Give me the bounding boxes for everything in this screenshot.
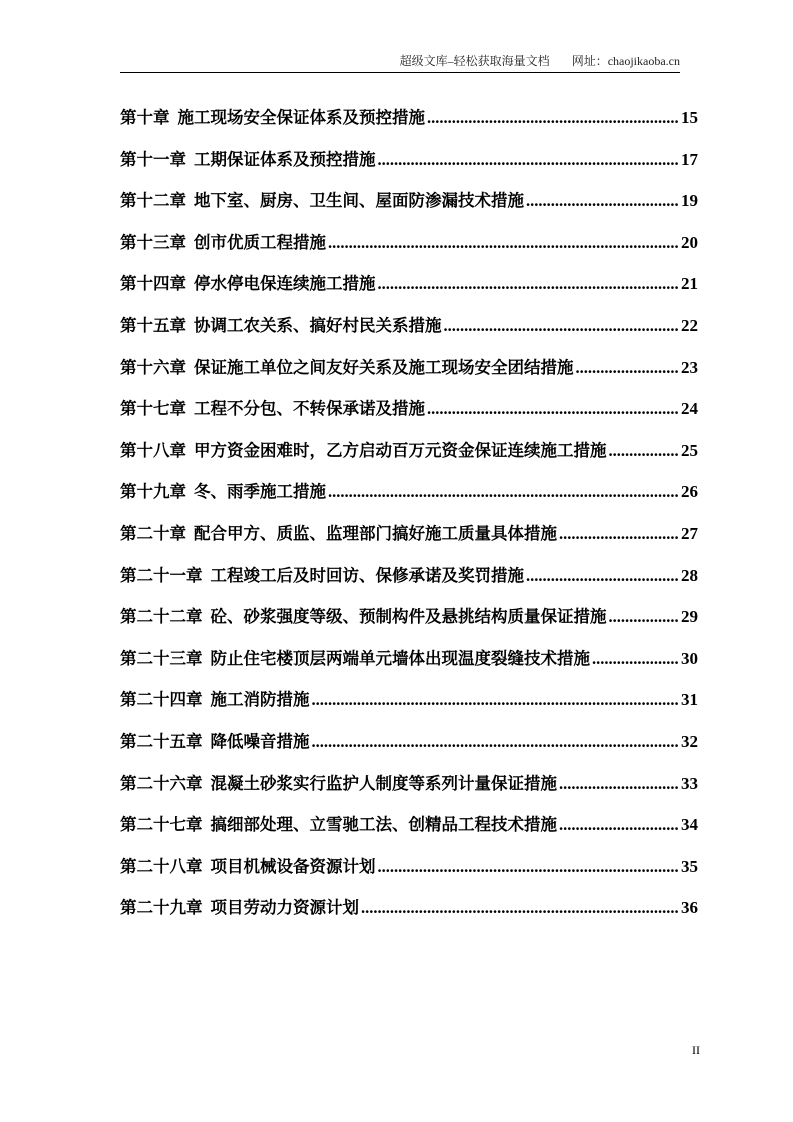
toc-leader-dots: [559, 815, 679, 835]
toc-leader-dots: [609, 607, 680, 627]
toc-title: 施工现场安全保证体系及预控措施: [177, 108, 425, 127]
toc-entry[interactable]: [120, 354, 698, 396]
toc-title: 搞细部处理、立雪驰工法、创精品工程技术措施: [210, 815, 557, 835]
toc-title: 创市优质工程措施: [194, 232, 326, 252]
toc-leader-dots: [559, 524, 679, 544]
toc-title: 配合甲方、质监、监理部门搞好施工质量具体措施: [194, 523, 557, 543]
toc-page-number: 22: [681, 315, 698, 335]
toc-title: 项目劳动力资源计划: [210, 898, 359, 918]
toc-chapter: 第十七章: [120, 399, 186, 419]
toc-page-number: 20: [681, 232, 698, 252]
toc-title: 保证施工单位之间友好关系及施工现场安全团结措施: [194, 357, 574, 377]
toc-page-number: 32: [681, 731, 698, 751]
toc-entry[interactable]: [120, 395, 698, 437]
toc-page-number: 36: [681, 898, 698, 918]
toc-entry[interactable]: [120, 853, 698, 895]
toc-chapter: 第二十四章: [120, 690, 203, 710]
toc-page-number: 33: [681, 773, 698, 793]
toc-chapter: 第二十七章: [120, 815, 203, 835]
toc-title: 降低噪音措施: [210, 731, 310, 751]
toc-page-number: 24: [681, 399, 698, 419]
toc-title: 甲方资金困难时，乙方启动百万元资金保证连续施工措施: [194, 440, 607, 460]
toc-entry[interactable]: [120, 562, 698, 604]
toc-leader-dots: [312, 690, 680, 710]
toc-entry[interactable]: [120, 894, 698, 936]
toc-chapter: 第十一章: [120, 149, 186, 169]
toc-leader-dots: [378, 274, 680, 294]
toc-title: 地下室、厨房、卫生间、屋面防渗漏技术措施: [194, 191, 524, 211]
toc-page-number: 30: [681, 648, 698, 668]
toc-title: 协调工农关系、搞好村民关系措施: [194, 315, 442, 335]
toc-title: 施工消防措施: [210, 690, 310, 710]
toc-page-number: 28: [681, 565, 698, 585]
toc-page-number: 34: [681, 815, 698, 835]
toc-title: 工程竣工后及时回访、保修承诺及奖罚措施: [210, 565, 524, 585]
toc-page-number: 31: [681, 690, 698, 710]
toc-chapter: 第二十章: [120, 523, 186, 543]
toc-entry[interactable]: [120, 728, 698, 770]
toc-entry[interactable]: [120, 270, 698, 312]
toc-chapter: 第二十八章: [120, 856, 203, 876]
toc-title: 项目机械设备资源计划: [210, 856, 376, 876]
toc-entry[interactable]: [120, 229, 698, 271]
toc-entry[interactable]: [120, 146, 698, 188]
toc-leader-dots: [526, 191, 679, 211]
toc-leader-dots: [427, 399, 679, 419]
toc-entry[interactable]: [120, 645, 698, 687]
toc-leader-dots: [444, 316, 680, 336]
toc-title: 工程不分包、不转保承诺及措施: [194, 399, 425, 419]
toc-entry[interactable]: [120, 478, 698, 520]
toc-chapter: 第十章: [120, 108, 170, 127]
toc-leader-dots: [378, 150, 680, 170]
toc-title: 防止住宅楼顶层两端单元墙体出现温度裂缝技术措施: [210, 648, 590, 668]
toc-chapter: 第二十五章: [120, 731, 203, 751]
toc-page-number: 29: [681, 607, 698, 627]
toc-title: 冬、雨季施工措施: [194, 482, 326, 502]
toc-page-number: 21: [681, 274, 698, 294]
toc-chapter: 第二十一章: [120, 565, 203, 585]
toc-chapter: 第十二章: [120, 191, 186, 211]
toc-chapter: 第二十三章: [120, 648, 203, 668]
toc-chapter: 第二十九章: [120, 898, 203, 918]
toc-entry[interactable]: [120, 686, 698, 728]
toc-leader-dots: [328, 482, 679, 502]
toc-page-number: 35: [681, 856, 698, 876]
toc-leader-dots: [576, 358, 680, 378]
page-number: II: [692, 1043, 700, 1057]
toc-leader-dots: [609, 441, 680, 461]
toc-page-number: 15: [681, 108, 698, 127]
toc-page-number: 17: [681, 149, 698, 169]
toc-chapter: 第十三章: [120, 232, 186, 252]
toc-chapter: 第十五章: [120, 315, 186, 335]
toc-leader-dots: [328, 233, 679, 253]
toc-entry[interactable]: [120, 187, 698, 229]
toc-entry[interactable]: [120, 312, 698, 354]
toc-chapter: 第二十二章: [120, 607, 203, 627]
toc-page-number: 25: [681, 440, 698, 460]
toc-chapter: 第十八章: [120, 440, 186, 460]
header-site-name: 超级文库–轻松获取海量文档: [399, 54, 550, 68]
toc-leader-dots: [378, 857, 680, 877]
toc-page-number: 27: [681, 523, 698, 543]
toc-entry[interactable]: [120, 603, 698, 645]
toc-chapter: 第十四章: [120, 274, 186, 294]
toc-chapter: 第十六章: [120, 357, 186, 377]
toc-leader-dots: [361, 898, 679, 918]
toc-page-number: 26: [681, 482, 698, 502]
toc-title: 砼、砂浆强度等级、预制构件及悬挑结构质量保证措施: [210, 607, 607, 627]
toc-page-number: 23: [681, 357, 698, 377]
header-url: 网址：chaojikaoba.cn: [571, 54, 680, 68]
toc-entry[interactable]: [120, 811, 698, 853]
toc-leader-dots: [312, 732, 680, 752]
toc-title: 混凝土砂浆实行监护人制度等系列计量保证措施: [210, 773, 557, 793]
toc-entry[interactable]: [120, 520, 698, 562]
toc-entry[interactable]: [120, 104, 698, 146]
toc-leader-dots: [427, 108, 679, 128]
toc-title: 停水停电保连续施工措施: [194, 274, 376, 294]
toc-entry[interactable]: [120, 437, 698, 479]
toc-leader-dots: [592, 649, 679, 669]
toc-chapter: 第十九章: [120, 482, 186, 502]
toc-chapter: 第二十六章: [120, 773, 203, 793]
toc-entry[interactable]: [120, 770, 698, 812]
toc-leader-dots: [526, 566, 679, 586]
toc-leader-dots: [559, 774, 679, 794]
toc-title: 工期保证体系及预控措施: [194, 149, 376, 169]
table-of-contents: [120, 104, 698, 936]
toc-page-number: 19: [681, 191, 698, 211]
page-header: [120, 52, 680, 73]
